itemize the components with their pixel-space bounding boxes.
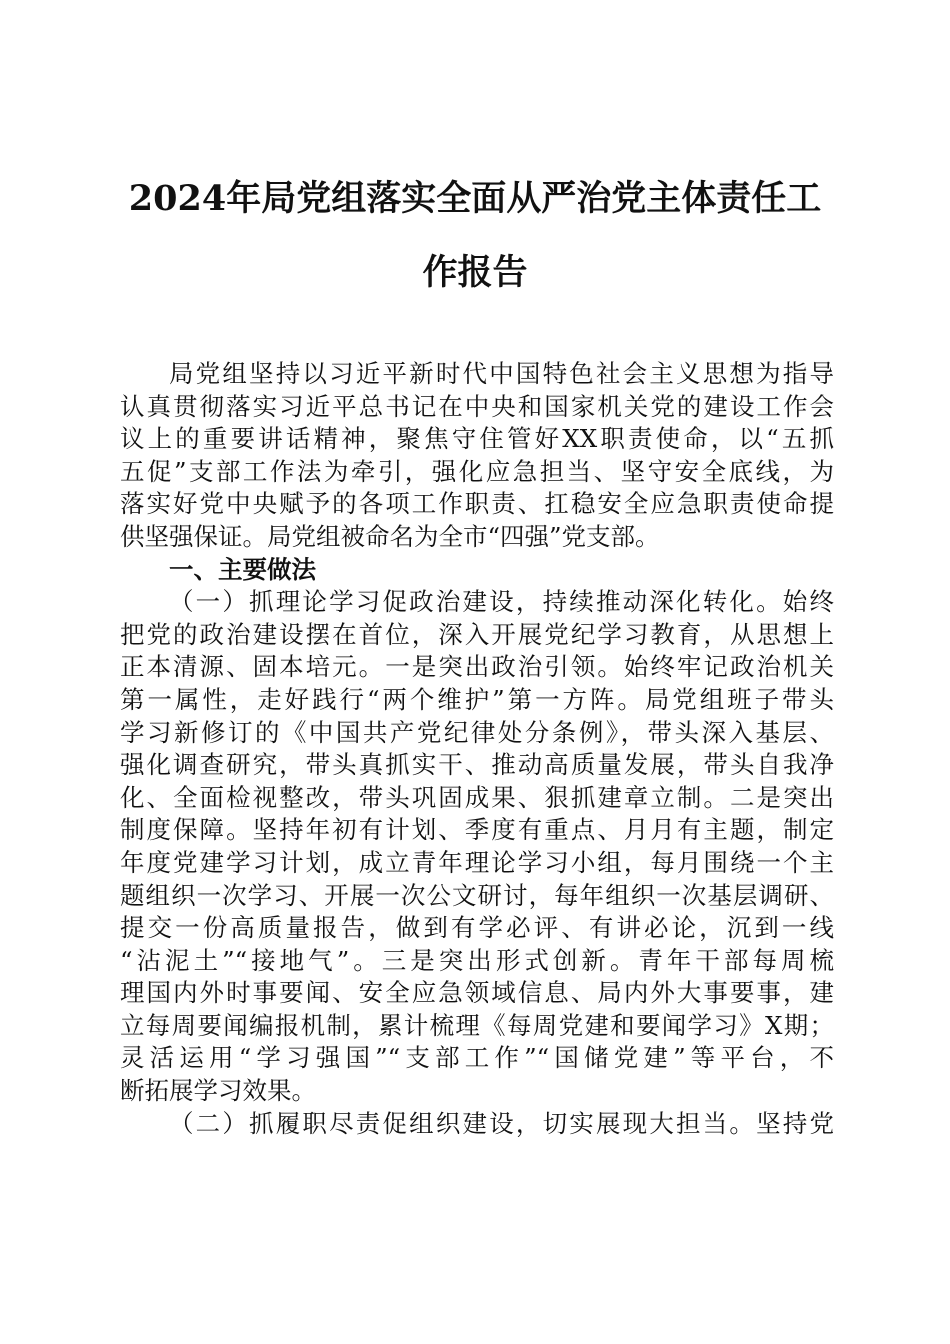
paragraph-line: 落实好党中央赋予的各项工作职责、扛稳安全应急职责使命提 <box>120 489 834 519</box>
section-paragraph-1 <box>120 586 834 1108</box>
paragraph-line: 年度党建学习计划，成立青年理论学习小组，每月围绕一个主 <box>120 847 834 877</box>
paragraph-line: 局党组坚持以习近平新时代中国特色社会主义思想为指导 <box>169 359 834 388</box>
paragraph-line: 题组织一次学习、开展一次公文研讨，每年组织一次基层调研、 <box>120 880 834 910</box>
paragraph-line: 正本清源、固本培元。一是突出政治引领。始终牢记政治机关 <box>120 652 834 682</box>
heading-line: 一、主要做法 <box>169 554 316 584</box>
intro-paragraph <box>120 358 834 554</box>
paragraph-line: 灵活运用“学习强国”“支部工作”“国储党建”等平台，不 <box>120 1043 834 1073</box>
paragraph-line: 断拓展学习效果。 <box>120 1076 316 1106</box>
paragraph-line: 立每周要闻编报机制，累计梳理《每周党建和要闻学习》X期； <box>120 1010 834 1040</box>
paragraph-line: 议上的重要讲话精神，聚焦守住管好XX职责使命，以“五抓 <box>120 424 834 454</box>
paragraph-line: “沾泥土”“接地气”。三是突出形式创新。青年干部每周梳 <box>120 945 834 975</box>
document-body <box>120 358 834 1140</box>
paragraph-line: 理国内外时事要闻、安全应急领域信息、局内外大事要事，建 <box>120 978 834 1008</box>
paragraph-line: 认真贯彻落实习近平总书记在中央和国家机关党的建设工作会 <box>120 391 834 421</box>
paragraph-line: 第一属性，走好践行“两个维护”第一方阵。局党组班子带头 <box>120 684 834 714</box>
title-line: 2024年局党组落实全面从严治党主体责任工 <box>128 178 822 219</box>
paragraph-line: （一）抓理论学习促政治建设，持续推动深化转化。始终 <box>169 587 834 617</box>
paragraph-line: 学习新修订的《中国共产党纪律处分条例》，带头深入基层、 <box>120 717 834 747</box>
title-line: 作报告 <box>422 252 528 293</box>
paragraph-line: 化、全面检视整改，带头巩固成果、狠抓建章立制。二是突出 <box>120 782 834 812</box>
paragraph-line: 提交一份高质量报告，做到有学必评、有讲必论，沉到一线 <box>120 913 834 943</box>
paragraph-line: 强化调查研究，带头真抓实干、推动高质量发展，带头自我净 <box>120 750 834 780</box>
paragraph-line: 制度保障。坚持年初有计划、季度有重点、月月有主题，制定 <box>120 815 834 845</box>
paragraph-line: （二）抓履职尽责促组织建设，切实展现大担当。坚持党 <box>169 1108 834 1138</box>
document-title <box>100 162 850 310</box>
section-paragraph-2 <box>120 1108 834 1141</box>
paragraph-line: 五促”支部工作法为牵引，强化应急担当、坚守安全底线，为 <box>120 456 834 486</box>
paragraph-line: 把党的政治建设摆在首位，深入开展党纪学习教育，从思想上 <box>120 619 834 649</box>
section-heading <box>120 554 834 587</box>
paragraph-line: 供坚强保证。局党组被命名为全市“四强”党支部。 <box>120 521 660 551</box>
